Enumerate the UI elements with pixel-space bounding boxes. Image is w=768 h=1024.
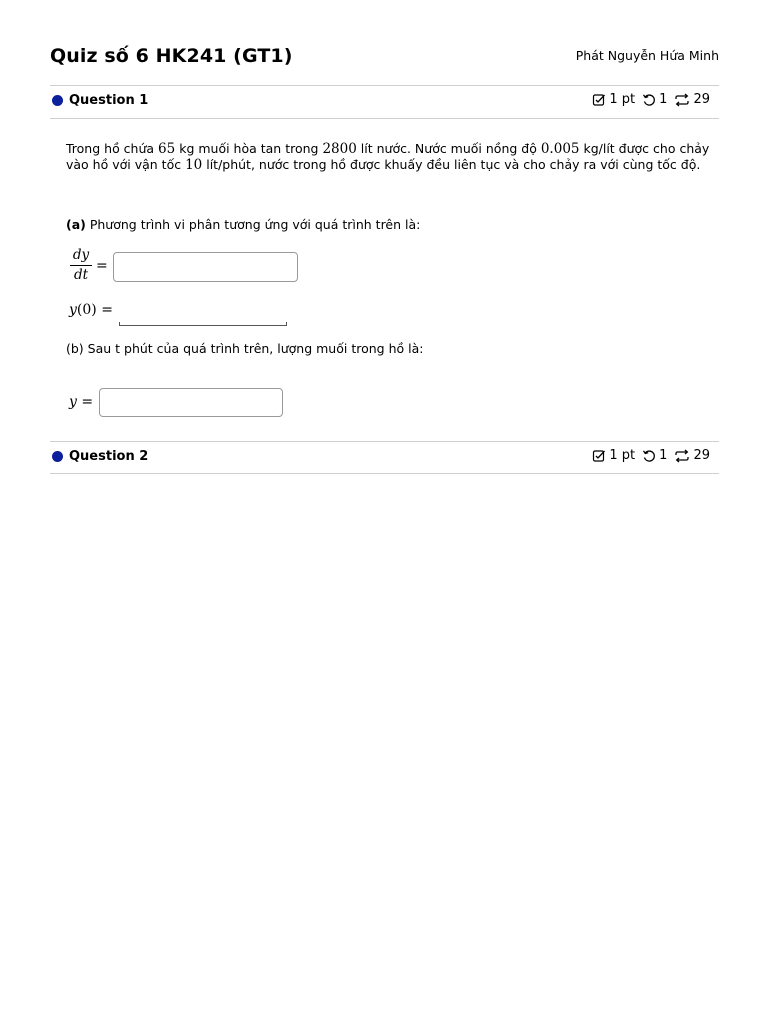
- repeat-icon: [674, 93, 690, 107]
- undo-icon: [642, 93, 656, 107]
- status-dot-icon: [52, 451, 63, 462]
- question-text-part: Trong hồ chứa: [66, 141, 159, 156]
- divider: [50, 473, 719, 474]
- variants-value: 29: [693, 92, 710, 107]
- part-b-prompt: (b) Sau t phút của quá trình trên, lượng muối trong hồ là:: [66, 341, 424, 356]
- question-text-part: lít/phút, nước trong hồ được khuấy đều liên tục và cho chảy ra với cùng tốc độ.: [202, 157, 701, 172]
- checkbox-edit-icon: [592, 449, 606, 463]
- fraction-denominator: dt: [73, 267, 89, 283]
- part-a-prompt: [66, 217, 420, 232]
- divider: [50, 118, 719, 119]
- flow-rate: 10: [185, 157, 203, 173]
- solution-label: [69, 394, 93, 410]
- question-text-part: lít nước. Nước muối nồng độ: [356, 141, 541, 156]
- attempts-value: 1: [659, 448, 668, 463]
- page-header: [50, 45, 719, 73]
- undo-icon: [642, 449, 656, 463]
- question-1-header[interactable]: [50, 86, 719, 117]
- variants-value: 29: [693, 448, 710, 463]
- points-value: 1 pt: [609, 92, 636, 107]
- question-2-header[interactable]: [50, 442, 719, 473]
- part-a-text: Phương trình vi phân tương ứng với quá trình trên là:: [85, 217, 421, 232]
- y-variable: y: [69, 302, 77, 318]
- water-volume: 2800: [322, 141, 357, 157]
- y-variable: y: [69, 394, 77, 410]
- points-value: 1 pt: [609, 448, 636, 463]
- attempts-value: 1: [659, 92, 668, 107]
- dy-dt-fraction: [70, 247, 92, 284]
- question-label[interactable]: Question 1: [69, 93, 149, 108]
- salt-amount: 65: [158, 141, 176, 157]
- fraction-bar: [70, 265, 92, 266]
- question-text: [66, 141, 716, 173]
- repeat-icon: [674, 449, 690, 463]
- user-name[interactable]: Phát Nguyễn Hứa Minh: [575, 48, 719, 63]
- quiz-title: Quiz số 6 HK241 (GT1): [50, 45, 293, 67]
- question-text-part: kg/lít được cho chảy vào hồ với vận tốc: [66, 141, 710, 172]
- question-meta: [592, 448, 710, 463]
- checkbox-edit-icon: [592, 93, 606, 107]
- dy-dt-answer-input[interactable]: [113, 252, 298, 282]
- initial-condition-arg: (0) =: [76, 302, 113, 318]
- solution-answer-input[interactable]: [99, 388, 283, 417]
- status-dot-icon: [52, 95, 63, 106]
- inflow-concentration: 0.005: [540, 141, 580, 157]
- initial-condition-label: [69, 302, 113, 318]
- question-meta: [592, 92, 710, 107]
- fraction-numerator: dy: [72, 247, 90, 263]
- part-a-label: (a): [66, 217, 86, 232]
- question-text-part: kg muối hòa tan trong: [175, 141, 323, 156]
- equals-sign: =: [96, 258, 108, 274]
- initial-condition-input[interactable]: [119, 322, 287, 326]
- question-label[interactable]: Question 2: [69, 449, 149, 464]
- equals-sign: =: [76, 394, 94, 410]
